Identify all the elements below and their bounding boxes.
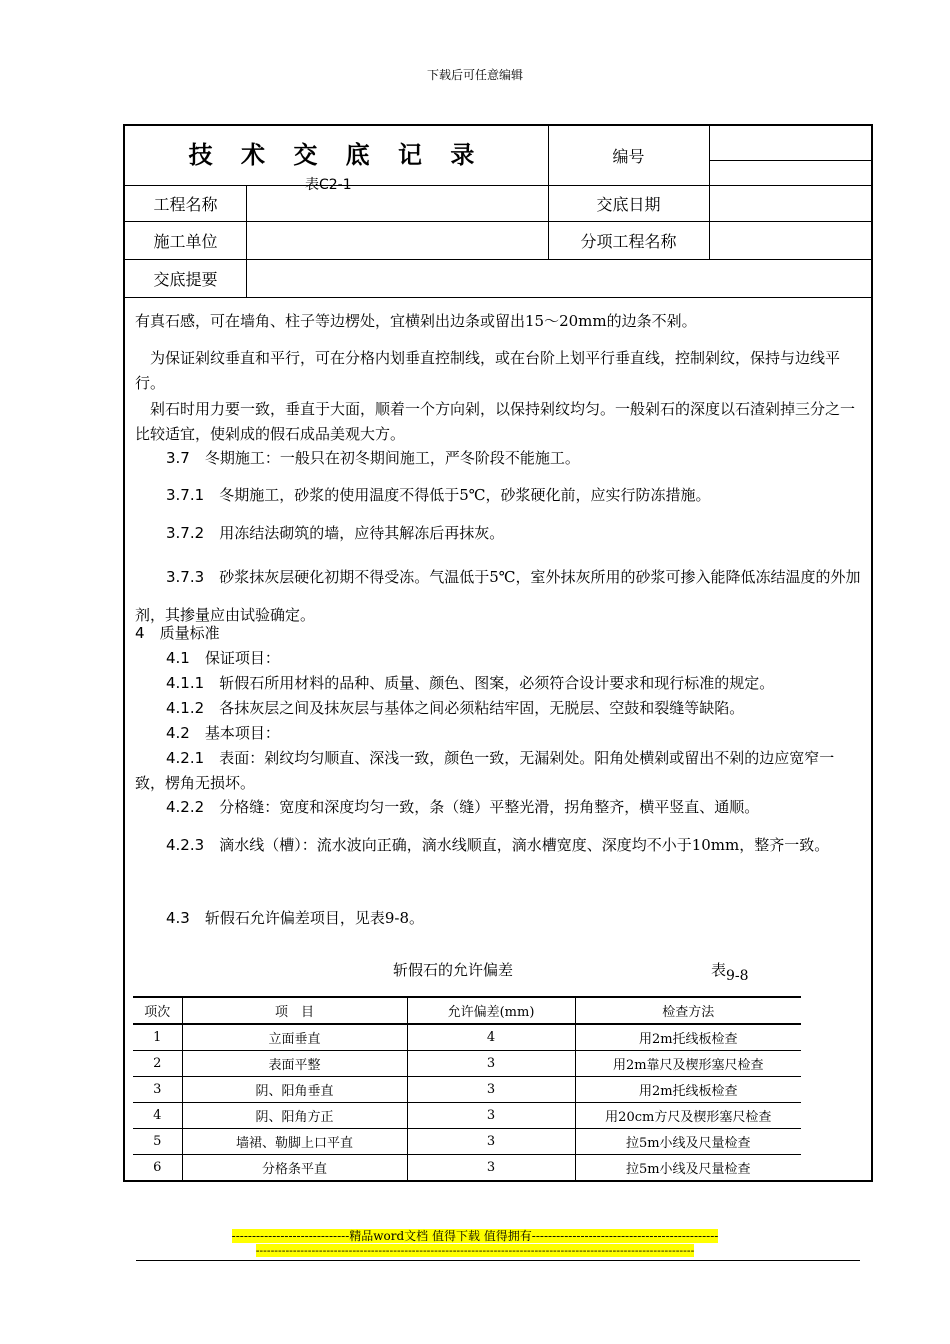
form-subtitle: 表C2-1 [305, 177, 352, 193]
table-title: 斩假石的允许偏差 [393, 961, 514, 979]
table-header-row [133, 997, 801, 1024]
table-cell: 立面垂直 [182, 1024, 407, 1051]
section-text: 斩假石允许偏差项目，见表9-8。 [204, 909, 425, 927]
section-text: 砂浆抹灰层硬化初期不得受冻。气温低于5℃，室外抹灰所用的砂浆可掺入能降低冻结温度的外加剂，其掺量应由试验确定。 [135, 568, 861, 624]
section-number: 4.2.3 [166, 836, 205, 854]
section-number: 4.2 [166, 724, 190, 742]
date-label: 交底日期 [596, 194, 661, 214]
column-header: 项 目 [182, 997, 407, 1024]
paragraph [135, 746, 861, 796]
deviation-table [133, 996, 801, 1182]
paragraph [135, 446, 861, 471]
table-row [133, 1103, 801, 1129]
table-cell: 用2m托线板检查 [638, 1084, 738, 1099]
footer-rule [136, 1260, 860, 1261]
section-text: 表面：剁纹均匀顺直、深浅一致，颜色一致，无漏剁处。阳角处横剁或留出不剁的边应宽窄一致，楞角无损坏。 [135, 749, 835, 792]
table-cell: 3 [407, 1051, 575, 1077]
column-header: 允许偏差(mm) [407, 997, 575, 1024]
code-value-1[interactable] [709, 126, 871, 160]
code-value-2[interactable] [709, 160, 871, 185]
section-number: 3.7.3 [166, 568, 205, 586]
table-cell: 用2m靠尺及楔形塞尺检查 [612, 1058, 764, 1073]
section-text: 分格缝：宽度和深度均匀一致，条（缝）平整光滑，拐角整齐，横平竖直、通顺。 [219, 798, 760, 816]
table-label: 表 [711, 961, 727, 979]
table-cell: 5 [133, 1129, 182, 1155]
paragraph [135, 795, 861, 820]
paragraph [135, 906, 861, 931]
paragraph [135, 646, 861, 671]
table-number-value: 9-8 [726, 968, 749, 984]
table-cell: 3 [133, 1077, 182, 1103]
column-header: 项次 [133, 997, 182, 1024]
paragraph: 剁石时用力要一致，垂直于大面，顺着一个方向剁，以保持剁纹均匀。一般剁石的深度以石渣剁掉三分之一比较适宜，使剁成的假石成品美观大方。 [135, 400, 856, 443]
table-cell: 3 [407, 1129, 575, 1155]
code-label: 编号 [612, 147, 645, 166]
paragraph: 为保证剁纹垂直和平行，可在分格内划垂直控制线，或在台阶上划平行垂直线，控制剁纹，保持与边线平行。 [135, 349, 841, 392]
table-cell: 3 [407, 1103, 575, 1129]
paragraph [135, 826, 861, 864]
footer-line-2 [0, 1244, 950, 1257]
section-number: 4.1.1 [166, 674, 205, 692]
form-title: 技 术 交 底 记 录 [188, 140, 485, 169]
section-text: 各抹灰层之间及抹灰层与基体之间必须粘结牢固，无脱层、空鼓和裂缝等缺陷。 [219, 699, 745, 717]
section-text: 冬期施工：一般只在初冬期间施工，严冬阶段不能施工。 [204, 449, 580, 467]
section-number: 4.1.2 [166, 699, 205, 717]
section-text: 用冻结法砌筑的墙，应待其解冻后再抹灰。 [219, 524, 505, 542]
table-row [133, 1051, 801, 1077]
table-cell: 3 [407, 1077, 575, 1103]
footer-text: -----------------------------精品word文档 值得下载 值得拥有---------------------------------------------- [231, 1229, 719, 1243]
paragraph [135, 483, 861, 508]
unit-value[interactable] [246, 221, 548, 259]
disclosure-form [123, 124, 873, 1182]
table-cell: 阴、阳角方正 [182, 1103, 407, 1129]
table-cell: 分格条平直 [182, 1155, 407, 1182]
project-name-value[interactable] [246, 185, 548, 221]
sub-project-label: 分项工程名称 [580, 231, 677, 251]
table-cell: 阴、阳角垂直 [182, 1077, 407, 1103]
row-divider [125, 297, 871, 298]
table-cell: 表面平整 [182, 1051, 407, 1077]
section-number: 3.7 [166, 449, 190, 467]
section-heading: 质量标准 [159, 624, 220, 642]
column-header: 检查方法 [662, 1005, 715, 1020]
section-number: 4.2.2 [166, 798, 205, 816]
section-number: 4.1 [166, 649, 190, 667]
table-cell: 拉5m小线及尺量检查 [625, 1162, 751, 1177]
paragraph [135, 671, 861, 696]
unit-label: 施工单位 [153, 231, 218, 251]
section-number: 4.3 [166, 909, 190, 927]
table-cell: 拉5m小线及尺量检查 [625, 1136, 751, 1151]
section-text: 基本项目： [204, 724, 280, 742]
section-number: 3.7.2 [166, 524, 205, 542]
paragraph [135, 696, 861, 721]
section-text: 滴水线（槽）：流水波向正确，滴水线顺直，滴水槽宽度、深度均不小于10mm，整齐一致。 [219, 836, 830, 854]
table-cell: 2 [133, 1051, 182, 1077]
table-cell: 3 [407, 1155, 575, 1182]
table-cell: 4 [407, 1024, 575, 1051]
paragraph [135, 521, 861, 546]
table-cell: 1 [133, 1024, 182, 1051]
table-row [133, 1155, 801, 1182]
table-row [133, 1024, 801, 1051]
date-value[interactable] [709, 185, 871, 221]
paragraph: 有真石感，可在墙角、柱子等边楞处，宜横剁出边条或留出15～20mm的边条不剁。 [135, 312, 697, 330]
table-cell: 用2m托线板检查 [638, 1032, 738, 1047]
paragraph [135, 621, 861, 646]
section-number: 3.7.1 [166, 486, 205, 504]
footer-text: ---------------------------------------------------------------------------------------------------------------------- [255, 1244, 695, 1257]
project-name-label: 工程名称 [153, 194, 218, 214]
section-text: 保证项目： [204, 649, 280, 667]
section-text: 冬期施工，砂浆的使用温度不得低于5℃，砂浆硬化前，应实行防冻措施。 [219, 486, 711, 504]
section-number: 4.2.1 [166, 749, 205, 767]
table-cell: 4 [133, 1103, 182, 1129]
section-number: 4 [135, 624, 145, 642]
table-row [133, 1077, 801, 1103]
section-text: 斩假石所用材料的品种、质量、颜色、图案，必须符合设计要求和现行标准的规定。 [219, 674, 775, 692]
paragraph [135, 721, 861, 746]
header-note: 下载后可任意编辑 [426, 68, 523, 82]
table-number [711, 959, 749, 984]
summary-value[interactable] [246, 259, 871, 297]
table-cell: 用20cm方尺及楔形塞尺检查 [605, 1110, 772, 1125]
table-cell: 6 [133, 1155, 182, 1182]
table-row [133, 1129, 801, 1155]
table-cell: 墙裙、勒脚上口平直 [182, 1129, 407, 1155]
footer-line-1 [0, 1227, 950, 1244]
sub-project-value[interactable] [709, 221, 871, 259]
summary-label: 交底提要 [153, 269, 218, 289]
